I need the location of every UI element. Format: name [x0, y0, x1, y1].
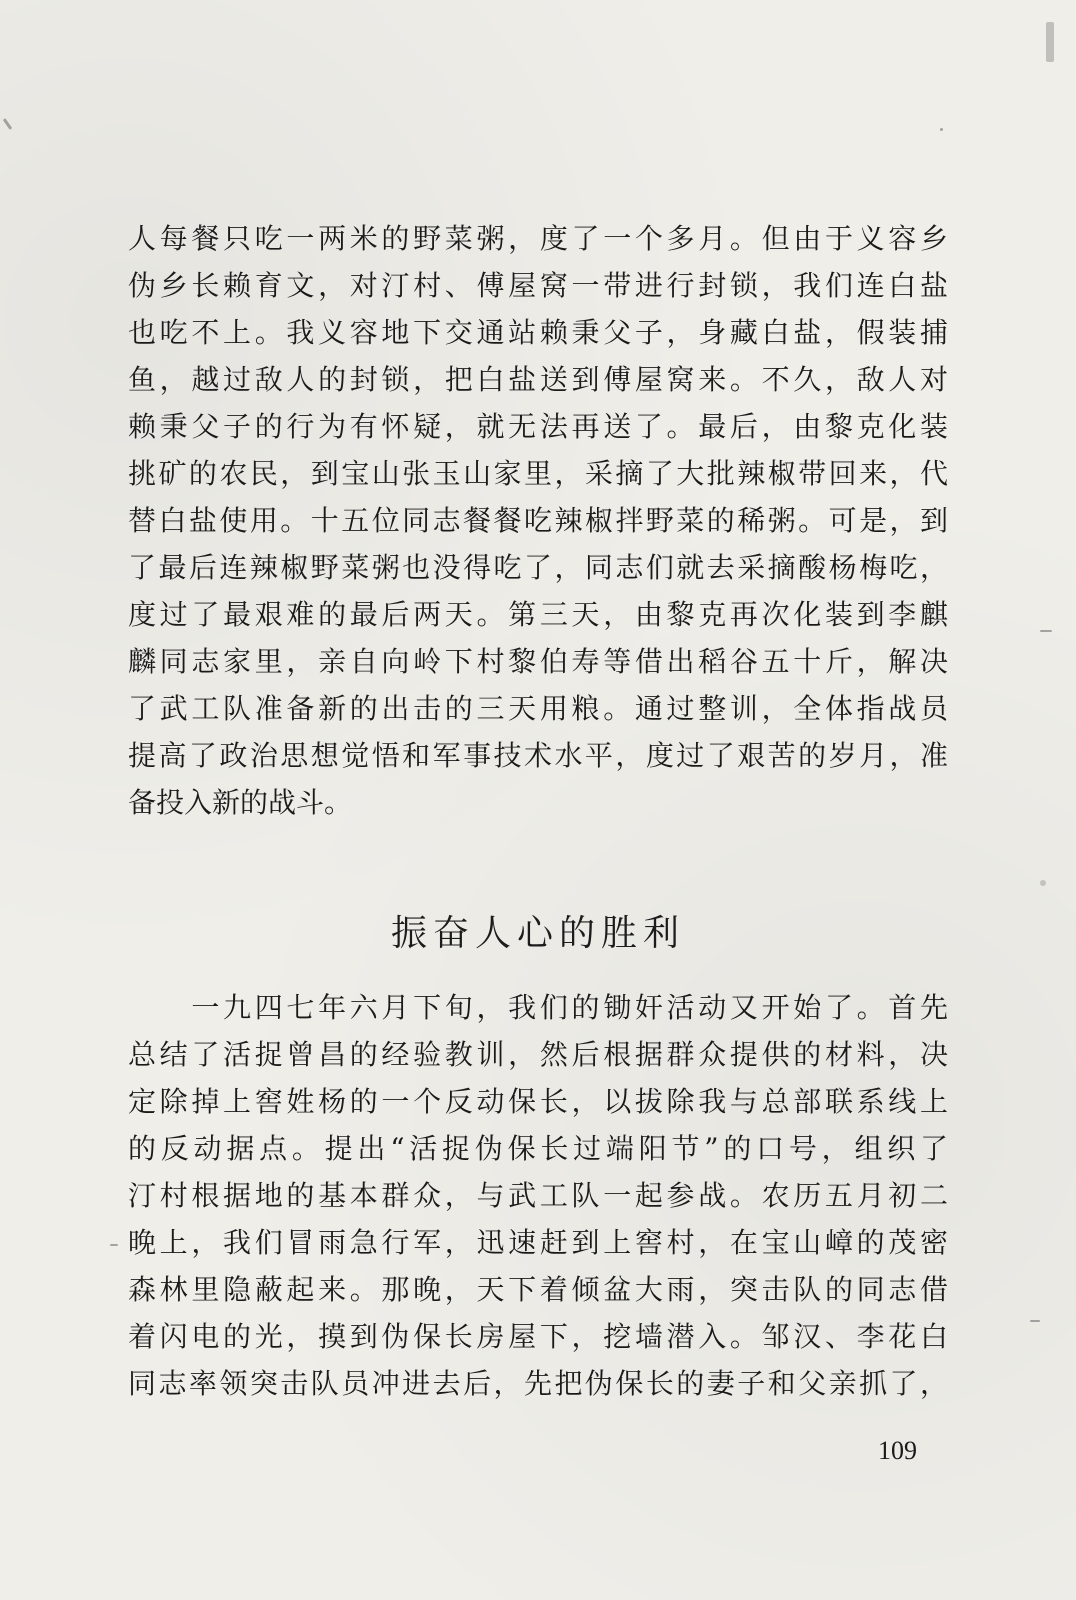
text-line: 麟同志家里，亲自向岭下村黎伯寿等借出稻谷五十斤，解决: [128, 645, 948, 678]
text-line: 一九四七年六月下旬，我们的锄奸活动又开始了。首先: [128, 991, 948, 1024]
text-line: 森林里隐蔽起来。那晚，天下着倾盆大雨，突击队的同志借: [128, 1273, 948, 1306]
text-line: 了武工队准备新的出击的三天用粮。通过整训，全体指战员: [128, 692, 948, 725]
text-line: 度过了最艰难的最后两天。第三天，由黎克再次化装到李麒: [128, 598, 948, 631]
text-line: 备投入新的战斗。: [128, 786, 353, 819]
text-line: 总结了活捉曾昌的经验教训，然后根据群众提供的材料，决: [128, 1038, 948, 1071]
text-line: 赖秉父子的行为有怀疑，就无法再送了。最后，由黎克化装: [128, 410, 948, 443]
text-line: 了最后连辣椒野菜粥也没得吃了，同志们就去采摘酸杨梅吃，: [128, 551, 948, 584]
text-line: 汀村根据地的基本群众，与武工队一起参战。农历五月初二: [128, 1179, 948, 1212]
text-line: 的反动据点。提出“活捉伪保长过端阳节”的口号，组织了: [128, 1132, 948, 1165]
scan-speck: [1030, 1320, 1040, 1322]
scan-speck: [940, 128, 943, 131]
scan-speck: [3, 118, 12, 130]
scan-speck: [1040, 880, 1046, 886]
paragraph-2: [128, 984, 948, 1407]
text-line: 着闪电的光，摸到伪保长房屋下，挖墙潜入。邹汉、李花白: [128, 1320, 948, 1353]
text-line: 人每餐只吃一两米的野菜粥，度了一个多月。但由于义容乡: [128, 222, 948, 255]
paragraph-1: [128, 215, 948, 826]
text-line: 鱼，越过敌人的封锁，把白盐送到傅屋窝来。不久，敌人对: [128, 363, 948, 396]
scan-speck: [110, 1244, 118, 1246]
text-line: 晚上，我们冒雨急行军，迅速赶到上窖村，在宝山嶂的茂密: [128, 1226, 948, 1259]
scan-speck: [1046, 22, 1054, 62]
text-line: 也吃不上。我义容地下交通站赖秉父子，身藏白盐，假装捕: [128, 316, 948, 349]
text-line: 同志率领突击队员冲进去后，先把伪保长的妻子和父亲抓了，: [128, 1367, 948, 1400]
text-line: 替白盐使用。十五位同志餐餐吃辣椒拌野菜的稀粥。可是，到: [128, 504, 948, 537]
text-line: 挑矿的农民，到宝山张玉山家里，采摘了大批辣椒带回来，代: [128, 457, 948, 490]
section-title: 振奋人心的胜利: [390, 913, 685, 954]
page-number: 109: [878, 1436, 917, 1465]
text-line: 提高了政治思想觉悟和军事技术水平，度过了艰苦的岁月，准: [128, 739, 948, 772]
text-line: 伪乡长赖育文，对汀村、傅屋窝一带进行封锁，我们连白盐: [128, 269, 948, 302]
scan-speck: [1040, 630, 1052, 632]
text-line: 定除掉上窖姓杨的一个反动保长，以拔除我与总部联系线上: [128, 1085, 948, 1118]
